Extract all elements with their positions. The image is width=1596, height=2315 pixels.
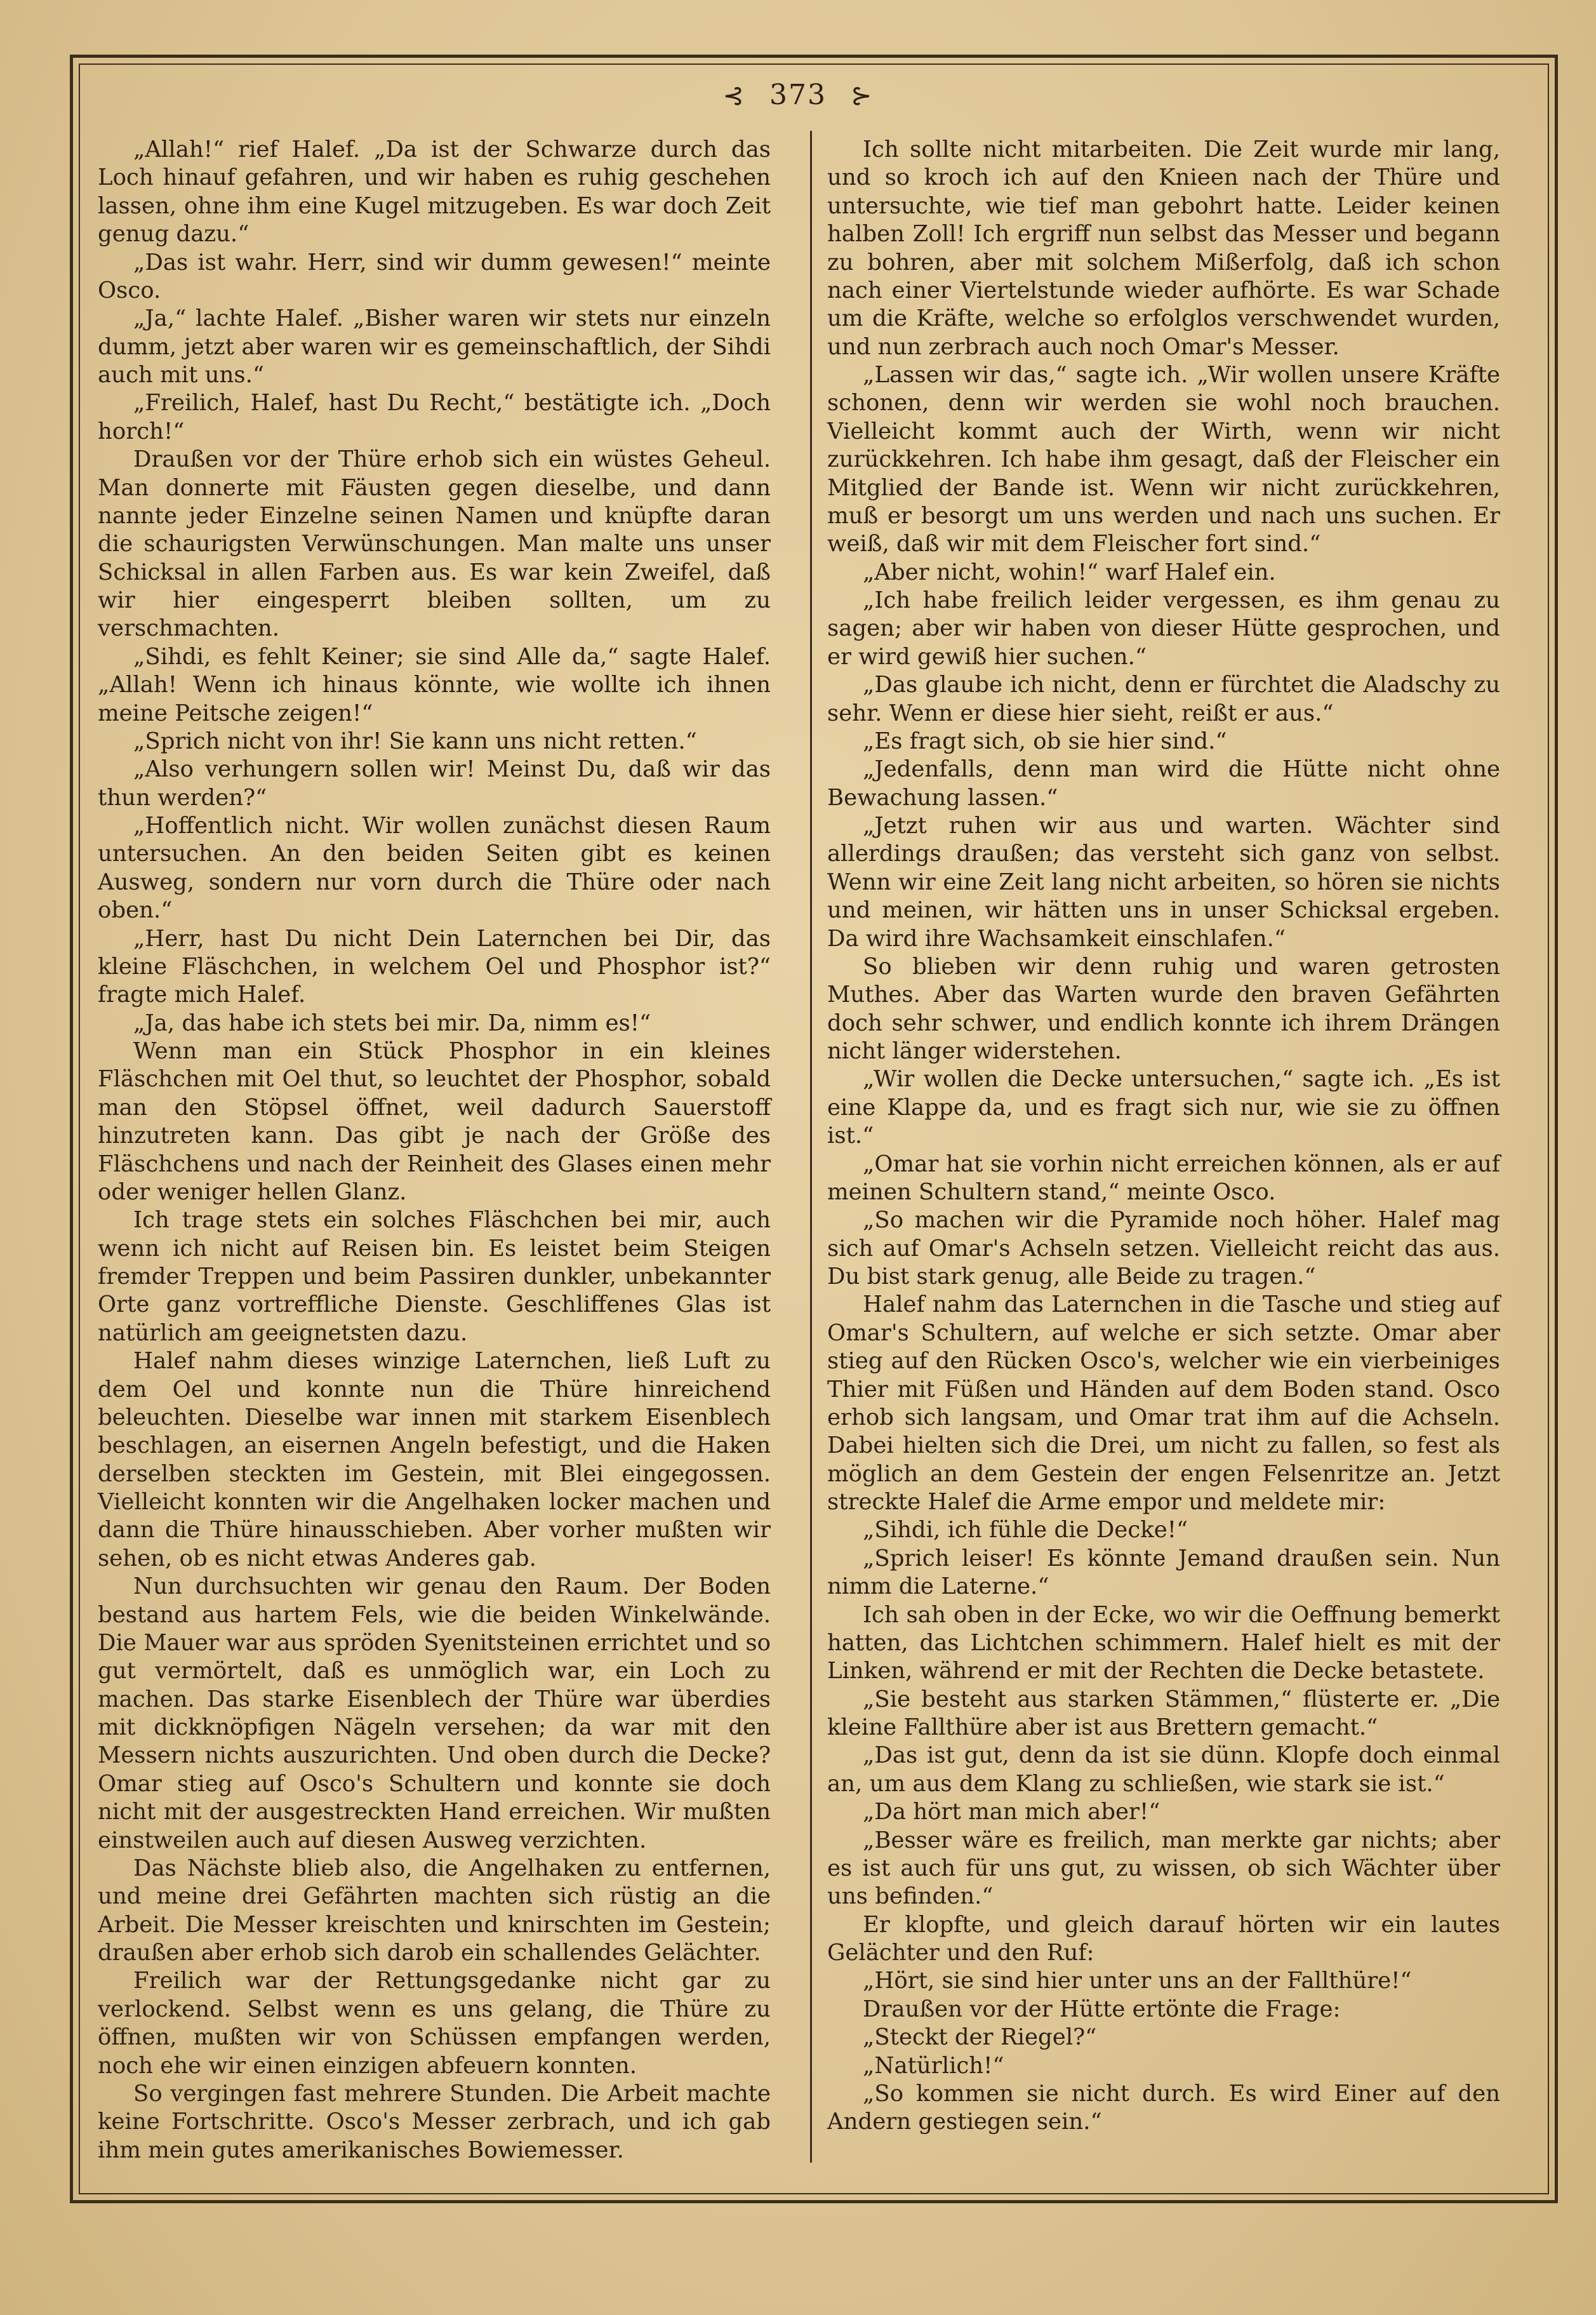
paragraph: So vergingen fast mehrere Stunden. Die Arbeit machte keine Fortschritte. Osco's Messer zerbrach, und ich gab ihm mein gutes amerikanisches Bowiemesser. <box>98 2080 771 2163</box>
paragraph: „Omar hat sie vorhin nicht erreichen können, als er auf meinen Schultern stand,“ meinte Osco. <box>827 1151 1500 1205</box>
paragraph: Freilich war der Rettungsgedanke nicht gar zu verlockend. Selbst wenn es uns gelang, die Thüre zu öffnen, mußten wir von Schüssen empfangen werden, noch ehe wir einen einzigen abfeuern konnten. <box>98 1968 771 2079</box>
paragraph: „Ja, das habe ich stets bei mir. Da, nimm es!“ <box>133 1010 651 1036</box>
paragraph: Ich sah oben in der Ecke, wo wir die Oeffnung bemerkt hatten, das Lichtchen schimmern. Halef hielt es mit der Linken, während er mit der Rechten die Decke betastete. <box>827 1601 1500 1685</box>
paragraph: „Das ist gut, denn da ist sie dünn. Klopfe doch einmal an, um aus dem Klang zu schließen, wie stark sie ist.“ <box>827 1742 1500 1797</box>
paragraph: „Freilich, Halef, hast Du Recht,“ bestätigte ich. „Doch horch!“ <box>98 390 771 444</box>
paragraph: Ich trage stets ein solches Fläschchen bei mir, auch wenn ich nicht auf Reisen bin. Es leistet beim Steigen fremder Treppen und beim Passiren dunkler, unbekannter Orte ganz vortreffliche Dienste. Geschliffenes Glas ist natürlich am geeignetsten dazu. <box>98 1207 771 1346</box>
paragraph: Er klopfte, und gleich darauf hörten wir ein lautes Gelächter und den Ruf: <box>827 1911 1500 1966</box>
right-column <box>827 136 1500 2137</box>
paragraph: „Sprich leiser! Es könnte Jemand draußen sein. Nun nimm die Laterne.“ <box>827 1545 1500 1600</box>
paragraph: „Sie besteht aus starken Stämmen,“ flüsterte er. „Die kleine Fallthüre aber ist aus Brettern gemacht.“ <box>827 1686 1500 1740</box>
paragraph: „Jedenfalls, denn man wird die Hütte nicht ohne Bewachung lassen.“ <box>827 756 1500 811</box>
paragraph: Halef nahm dieses winzige Laternchen, ließ Luft zu dem Oel und konnte nun die Thüre hinreichend beleuchten. Dieselbe war innen mit starkem Eisenblech beschlagen, an eisernen Angeln befestigt, und die Haken derselben steckten im Gestein, mit Blei eingegossen. Vielleicht konnten wir die Angelhaken locker machen und dann die Thüre hinausschieben. Aber vorher mußten wir sehen, ob es nicht etwas Anderes gab. <box>98 1348 771 1571</box>
page-number: 373 <box>769 79 827 111</box>
paragraph: „Lassen wir das,“ sagte ich. „Wir wollen unsere Kräfte schonen, denn wir werden sie wohl noch brauchen. Vielleicht kommt auch der Wirth, wenn wir nicht zurückkehren. Ich habe ihm gesagt, daß der Fleischer ein Mitglied der Bande ist. Wenn wir nicht zurückkehren, muß er besorgt um uns werden und nach uns suchen. Er weiß, daß wir mit dem Fleischer fort sind.“ <box>827 362 1500 557</box>
paragraph: „Sihdi, es fehlt Keiner; sie sind Alle da,“ sagte Halef. „Allah! Wenn ich hinaus könnte, wie wollte ich ihnen meine Peitsche zeigen!“ <box>98 643 771 726</box>
paragraph: „Ja,“ lachte Halef. „Bisher waren wir stets nur einzeln dumm, jetzt aber waren wir es gemeinschaftlich, der Sihdi auch mit uns.“ <box>98 305 771 388</box>
paragraph: „Wir wollen die Decke untersuchen,“ sagte ich. „Es ist eine Klappe da, und es fragt sich nur, wie sie zu öffnen ist.“ <box>827 1066 1500 1149</box>
ornament-left-icon: ⊰ <box>722 81 745 110</box>
paragraph: Nun durchsuchten wir genau den Raum. Der Boden bestand aus hartem Fels, wie die beiden Winkelwände. Die Mauer war aus spröden Syenitsteinen errichtet und so gut vermörtelt, daß es unmöglich war, ein Loch zu machen. Das starke Eisenblech der Thüre war überdies mit dickknöpfigen Nägeln versehen; da war mit den Messern nichts auszurichten. Und oben durch die Decke? Omar stieg auf Osco's Schultern und konnte sie doch nicht mit der ausgestreckten Hand erreichen. Wir mußten einstweilen auch auf diesen Ausweg verzichten. <box>98 1573 771 1853</box>
paragraph: Draußen vor der Hütte ertönte die Frage: <box>863 1996 1341 2022</box>
left-column <box>98 136 771 2165</box>
paragraph: Wenn man ein Stück Phosphor in ein kleines Fläschchen mit Oel thut, so leuchtet der Phosphor, sobald man den Stöpsel öffnet, weil dadurch Sauerstoff hinzutreten kann. Das gibt je nach der Größe des Fläschchens und nach der Reinheit des Glases einen mehr oder weniger hellen Glanz. <box>98 1038 771 1205</box>
paragraph: „Ich habe freilich leider vergessen, es ihm genau zu sagen; aber wir haben von dieser Hütte gesprochen, und er wird gewiß hier suchen.“ <box>827 587 1500 670</box>
paragraph: Das Nächste blieb also, die Angelhaken zu entfernen, und meine drei Gefährten machten sich rüstig an die Arbeit. Die Messer kreischten und knirschten im Gestein; draußen aber erhob sich darob ein schallendes Gelächter. <box>98 1855 771 1966</box>
paragraph: „Hört, sie sind hier unter uns an der Fallthüre!“ <box>863 1968 1412 1994</box>
paragraph: „Natürlich!“ <box>863 2052 1004 2079</box>
paragraph: „Das ist wahr. Herr, sind wir dumm gewesen!“ meinte Osco. <box>98 249 771 304</box>
paragraph: „Also verhungern sollen wir! Meinst Du, daß wir das thun werden?“ <box>98 756 771 811</box>
paragraph: Ich sollte nicht mitarbeiten. Die Zeit wurde mir lang, und so kroch ich auf den Knieen nach der Thüre und untersuchte, wie tief man gebohrt hatte. Leider keinen halben Zoll! Ich ergriff nun selbst das Messer und begann zu bohren, aber mit solchem Mißerfolg, daß ich schon nach einer Viertelstunde wieder aufhörte. Es war Schade um die Kräfte, welche so erfolglos verschwendet wurden, und nun zerbrach auch noch Omar's Messer. <box>827 137 1500 360</box>
paragraph: „Das glaube ich nicht, denn er fürchtet die Aladschy zu sehr. Wenn er diese hier sieht, reißt er aus.“ <box>827 672 1500 726</box>
paragraph: „Sprich nicht von ihr! Sie kann uns nicht retten.“ <box>133 728 697 754</box>
paragraph: „Jetzt ruhen wir aus und warten. Wächter sind allerdings draußen; das versteht sich ganz von selbst. Wenn wir eine Zeit lang nicht arbeiten, so hören sie nichts und meinen, wir hätten uns in unser Schicksal ergeben. Da wird ihre Wachsamkeit einschlafen.“ <box>827 813 1500 952</box>
paragraph: „Herr, hast Du nicht Dein Laternchen bei Dir, das kleine Fläschchen, in welchem Oel und Phosphor ist?“ fragte mich Halef. <box>98 925 771 1008</box>
paragraph: „So kommen sie nicht durch. Es wird Einer auf den Andern gestiegen sein.“ <box>827 2080 1500 2135</box>
paragraph: Halef nahm das Laternchen in die Tasche und stieg auf Omar's Schultern, auf welche er sich setzte. Omar aber stieg auf den Rücken Osco's, welcher wie ein vierbeiniges Thier mit Füßen und Händen auf dem Boden stand. Osco erhob sich langsam, und Omar trat ihm auf die Achseln. Dabei hielten sich die Drei, um nicht zu fallen, so fest als möglich an dem Gestein der engen Felsenritze an. Jetzt streckte Halef die Arme empor und meldete mir: <box>827 1291 1500 1515</box>
paragraph: „Sihdi, ich fühle die Decke!“ <box>863 1517 1188 1544</box>
paragraph: „So machen wir die Pyramide noch höher. Halef mag sich auf Omar's Achseln setzen. Vielleicht reicht das aus. Du bist stark genug, alle Beide zu tragen.“ <box>827 1207 1500 1290</box>
ornament-right-icon: ⊱ <box>850 81 874 110</box>
paragraph: Draußen vor der Thüre erhob sich ein wüstes Geheul. Man donnerte mit Fäusten gegen dieselbe, und dann nannte jeder Einzelne seinen Namen und knüpfte daran die schaurigsten Verwünschungen. Man malte uns unser Schicksal in allen Farben aus. Es war kein Zweifel, daß wir hier eingesperrt bleiben sollten, um zu verschmachten. <box>98 446 771 642</box>
paragraph: „Allah!“ rief Halef. „Da ist der Schwarze durch das Loch hinauf gefahren, und wir haben es ruhig geschehen lassen, ohne ihm eine Kugel mitzugeben. Es war doch Zeit genug dazu.“ <box>98 137 771 248</box>
paragraph: „Aber nicht, wohin!“ warf Halef ein. <box>863 559 1276 585</box>
paragraph: So blieben wir denn ruhig und waren getrosten Muthes. Aber das Warten wurde den braven Gefährten doch sehr schwer, und endlich konnte ich ihrem Drängen nicht länger widerstehen. <box>827 953 1500 1064</box>
page-header <box>0 79 1596 111</box>
paragraph: „Besser wäre es freilich, man merkte gar nichts; aber es ist auch für uns gut, zu wissen, ob sich Wächter über uns befinden.“ <box>827 1827 1500 1910</box>
paragraph: „Da hört man mich aber!“ <box>863 1799 1160 1825</box>
paragraph: „Steckt der Riegel?“ <box>863 2024 1097 2051</box>
paragraph: „Hoffentlich nicht. Wir wollen zunächst diesen Raum untersuchen. An den beiden Seiten gibt es keinen Ausweg, sondern nur vorn durch die Thüre oder nach oben.“ <box>98 813 771 924</box>
paragraph: „Es fragt sich, ob sie hier sind.“ <box>863 728 1227 754</box>
column-divider <box>810 131 812 2163</box>
